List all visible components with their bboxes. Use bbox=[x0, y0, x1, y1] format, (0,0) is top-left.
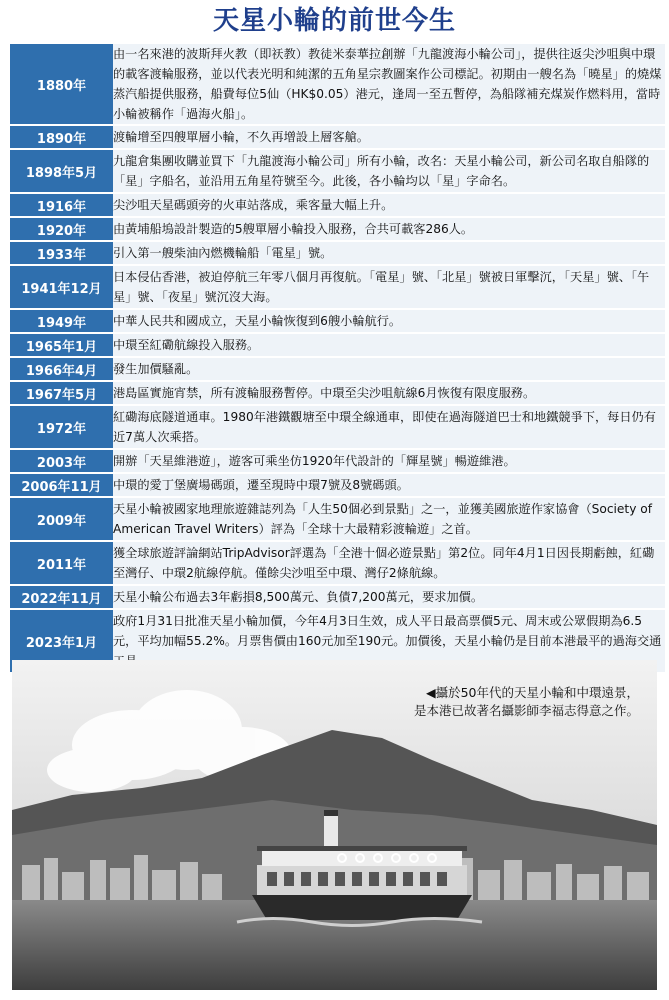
event-text: 政府1月31日批准天星小輪加價，今年4月3日生效，成人平日最高票價5元、周末或公眾假期為6.5元，平均加幅55.2%。月票售價由160元加至190元。加價後，天星小輪仍是目前本港最平的過海交通 bbox=[113, 610, 665, 672]
table-row bbox=[10, 218, 665, 240]
page-title: 天星小輪的前世今生 bbox=[212, 6, 456, 36]
table-row bbox=[10, 44, 665, 124]
year-cell: 1898年5月 bbox=[10, 150, 113, 192]
year-cell: 2006年11月 bbox=[10, 474, 113, 496]
event-text: 中環的愛丁堡廣場碼頭，遷至現時中環7號及8號碼頭。 bbox=[113, 474, 665, 496]
year-cell: 2011年 bbox=[10, 542, 113, 584]
event-text: 港島區實施宵禁，所有渡輪服務暫停。中環至尖沙咀航線6月恢復有限度服務。 bbox=[113, 382, 665, 404]
photo-caption bbox=[414, 684, 639, 720]
event-text: 由一名來港的波斯拜火教（即祆教）教徒米泰華拉創辦「九龍渡海小輪公司」，提供往返尖沙咀與中環的載客渡輪服務，並以代表光明和純潔的五角星宗教圖案作公司標記。初期由一艘名為「曉星」的燒煤蒸汽船提供服務，船費每位5仙（HK$0.05）港元，逢周一至五暫停，為船隊補充煤炭作燃料用，當時小輪被稱作「過海火船」。 bbox=[113, 44, 665, 124]
table-row bbox=[10, 450, 665, 472]
caption-line-1: ◀攝於50年代的天星小輪和中環遠景， bbox=[425, 685, 639, 700]
year-cell: 1967年5月 bbox=[10, 382, 113, 404]
table-row bbox=[10, 474, 665, 496]
event-text: 發生加價騷亂。 bbox=[113, 358, 665, 380]
year-cell: 1965年1月 bbox=[10, 334, 113, 356]
event-text: 紅磡海底隧道通車。1980年港鐵觀塘至中環全線通車，即使在過海隧道巴士和地鐵競爭下，每日仍有近7萬人次乘搭。 bbox=[113, 406, 665, 448]
table-row bbox=[10, 406, 665, 448]
year-cell: 1972年 bbox=[10, 406, 113, 448]
table-row bbox=[10, 266, 665, 308]
year-cell: 2003年 bbox=[10, 450, 113, 472]
event-text: 九龍倉集團收購並買下「九龍渡海小輪公司」所有小輪，改名：天星小輪公司，新公司名取自船隊的「星」字船名，並沿用五角星符號至今。此後，各小輪均以「星」字命名。 bbox=[113, 150, 665, 192]
table-row bbox=[10, 358, 665, 380]
table-row bbox=[10, 310, 665, 332]
historic-ferry-photo bbox=[12, 660, 657, 990]
event-text: 獲全球旅遊評論網站TripAdvisor評選為「全港十個必遊景點」第2位。同年4月1日因長期虧蝕，紅磡至灣仔、中環2航線停航。僅餘尖沙咀至中環、灣仔2條航線。 bbox=[113, 542, 665, 584]
table-row bbox=[10, 542, 665, 584]
year-cell: 1880年 bbox=[10, 44, 113, 124]
event-text: 渡輪增至四艘單層小輪，不久再增設上層客艙。 bbox=[113, 126, 665, 148]
year-cell: 1933年 bbox=[10, 242, 113, 264]
table-row bbox=[10, 150, 665, 192]
table-row bbox=[10, 126, 665, 148]
event-text: 天星小輪被國家地理旅遊雜誌列為「人生50個必到景點」之一，並獲美國旅遊作家協會（Society of American Travel Writers）評為「全球十大最精彩渡輪遊」之首。 bbox=[113, 498, 665, 540]
event-text: 天星小輪公布過去3年虧損8,500萬元、負債7,200萬元，要求加價。 bbox=[113, 586, 665, 608]
year-cell: 1941年12月 bbox=[10, 266, 113, 308]
table-row bbox=[10, 498, 665, 540]
table-row bbox=[10, 334, 665, 356]
event-text: 尖沙咀天星碼頭旁的火車站落成，乘客量大幅上升。 bbox=[113, 194, 665, 216]
year-cell: 1949年 bbox=[10, 310, 113, 332]
table-row bbox=[10, 194, 665, 216]
year-cell: 1890年 bbox=[10, 126, 113, 148]
event-text: 中華人民共和國成立，天星小輪恢復到6艘小輪航行。 bbox=[113, 310, 665, 332]
year-cell: 2022年11月 bbox=[10, 586, 113, 608]
year-cell: 2023年1月 bbox=[10, 610, 113, 672]
event-text: 開辦「天星維港遊」，遊客可乘坐仿1920年代設計的「輝星號」暢遊維港。 bbox=[113, 450, 665, 472]
table-row bbox=[10, 382, 665, 404]
year-cell: 1916年 bbox=[10, 194, 113, 216]
year-cell: 1966年4月 bbox=[10, 358, 113, 380]
event-text: 日本侵佔香港，被迫停航三年零八個月再復航。「電星」號、「北星」號被日軍擊沉，「天星」號、「午星」號、「夜星」號沉沒大海。 bbox=[113, 266, 665, 308]
table-row bbox=[10, 586, 665, 608]
year-cell: 1920年 bbox=[10, 218, 113, 240]
caption-line-2: 是本港已故著名攝影師李福志得意之作。 bbox=[413, 703, 639, 718]
event-text: 中環至紅磡航線投入服務。 bbox=[113, 334, 665, 356]
event-text: 由黃埔船塢設計製造的5艘單層小輪投入服務，合共可載客286人。 bbox=[113, 218, 665, 240]
event-text: 引入第一艘柴油內燃機輪船「電星」號。 bbox=[113, 242, 665, 264]
timeline-table bbox=[10, 42, 665, 674]
year-cell: 2009年 bbox=[10, 498, 113, 540]
table-row bbox=[10, 242, 665, 264]
